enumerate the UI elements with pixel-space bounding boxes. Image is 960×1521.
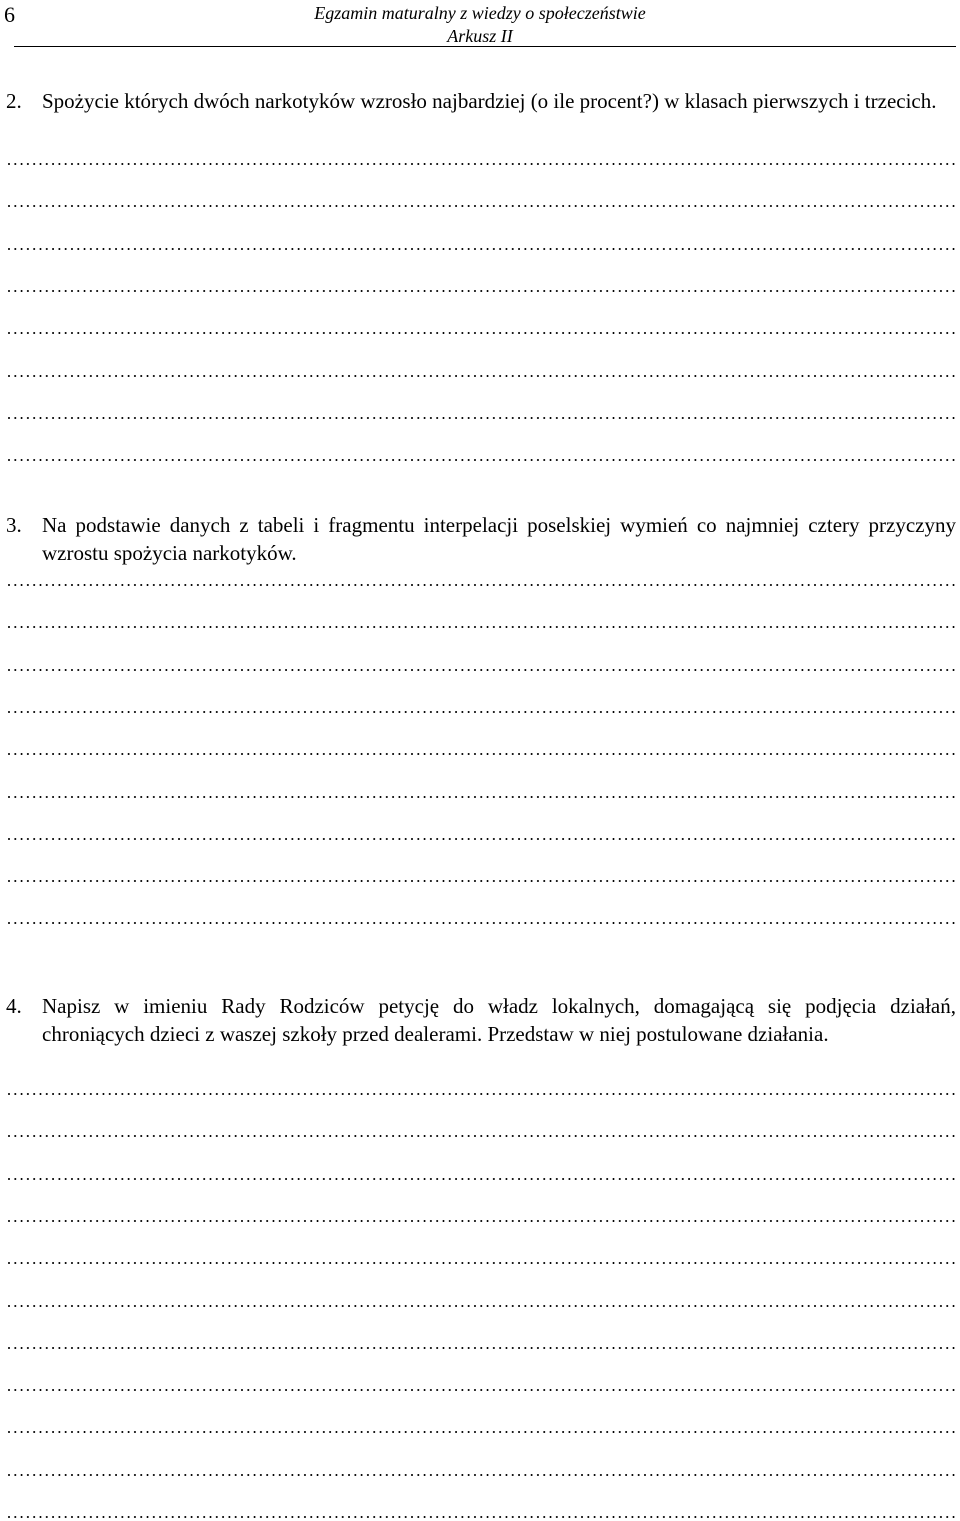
answer-line[interactable]: [8, 248, 956, 250]
answer-line[interactable]: [8, 753, 956, 755]
question-4: [6, 992, 956, 1048]
header-subtitle: Arkusz II: [447, 26, 513, 46]
question-text: Napisz w imieniu Rady Rodziców petycję do władz lokalnych, domagającą się podjęcia działań, chroniących dzieci z waszej szkoły przed dealerami. Przedstaw w niej postulowane działania.: [42, 994, 956, 1046]
answer-line[interactable]: [8, 1135, 956, 1137]
answer-line[interactable]: [8, 922, 956, 924]
answer-line[interactable]: [8, 1305, 956, 1307]
question-number: 4.: [6, 994, 22, 1018]
question-number: 2.: [6, 89, 22, 113]
question-number: 3.: [6, 513, 22, 537]
answer-line[interactable]: [8, 205, 956, 207]
answer-line[interactable]: [8, 838, 956, 840]
answer-line[interactable]: [8, 1389, 956, 1391]
answer-line[interactable]: [8, 290, 956, 292]
answer-line[interactable]: [8, 1262, 956, 1264]
page-number: 6: [4, 2, 15, 27]
answer-line[interactable]: [8, 880, 956, 882]
answer-line[interactable]: [8, 375, 956, 377]
answer-line[interactable]: [8, 163, 956, 165]
answer-line[interactable]: [8, 1474, 956, 1476]
answer-line[interactable]: [8, 332, 956, 334]
answer-line[interactable]: [8, 584, 956, 586]
answer-line[interactable]: [8, 1516, 956, 1518]
answer-line[interactable]: [8, 1347, 956, 1349]
answer-line[interactable]: [8, 1093, 956, 1095]
answer-line[interactable]: [8, 626, 956, 628]
answer-line[interactable]: [8, 417, 956, 419]
answer-line[interactable]: [8, 1178, 956, 1180]
answer-line[interactable]: [8, 711, 956, 713]
question-2: [6, 87, 956, 115]
question-text: Na podstawie danych z tabeli i fragmentu interpelacji poselskiej wymień co najmniej cztery przyczyny wzrostu spożycia narkotyków.: [42, 513, 956, 565]
answer-line[interactable]: [8, 796, 956, 798]
answer-line[interactable]: [8, 1220, 956, 1222]
header-rule: [14, 46, 956, 47]
answer-line[interactable]: [8, 1431, 956, 1433]
header-title: Egzamin maturalny z wiedzy o społeczeństwie: [314, 3, 646, 23]
question-text: Spożycie których dwóch narkotyków wzrosło najbardziej (o ile procent?) w klasach pierwszych i trzecich.: [42, 89, 937, 113]
question-3: [6, 511, 956, 567]
answer-line[interactable]: [8, 669, 956, 671]
answer-line[interactable]: [8, 459, 956, 461]
